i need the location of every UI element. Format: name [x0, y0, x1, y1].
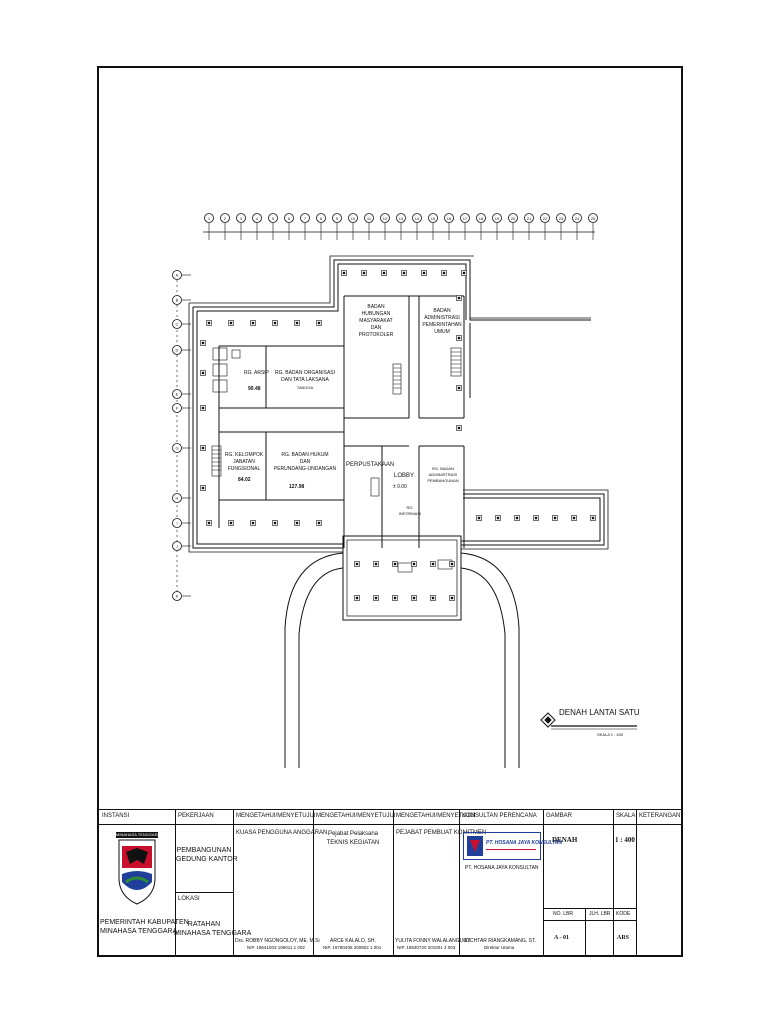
grid-column-label: 17	[462, 216, 468, 221]
room-line: INFORMASI	[398, 511, 422, 516]
structural-column	[412, 596, 417, 601]
structural-column	[229, 321, 234, 326]
room-line: RG. KELOMPOK	[224, 452, 264, 458]
room-line: ADMINISTRASI	[428, 472, 458, 477]
pekerjaan-line: PEMBANGUNAN	[176, 847, 232, 854]
room-kelompok-area: 84.02	[238, 477, 251, 483]
structural-column	[431, 596, 436, 601]
structural-column	[295, 321, 300, 326]
lokasi-value	[174, 920, 252, 938]
room-line: RG. BADAN ORGANISASI	[274, 370, 335, 376]
grid-row-label: I	[176, 520, 178, 526]
structural-column	[422, 271, 427, 276]
grid-column-marker	[349, 214, 358, 241]
grid-row-marker	[173, 519, 192, 528]
consultant-logo-text: PT. HOSANA JAYA KONSULTAN	[486, 840, 563, 846]
grid-column-marker	[205, 214, 214, 241]
signatory-3-nip: NIP. 19830720 201001 2 003	[397, 945, 456, 950]
grid-column-marker	[397, 214, 406, 241]
grid-column-label: 9	[335, 216, 339, 221]
grid-row-markers	[173, 271, 192, 601]
grid-column-marker	[333, 214, 342, 241]
consultant-logo-rule	[486, 849, 536, 850]
header-keterangan: KETERANGAN	[639, 813, 681, 819]
room-arsip: RG. ARSIP	[244, 370, 270, 376]
drawing-sheet	[97, 66, 683, 957]
structural-column	[553, 516, 558, 521]
structural-column	[402, 271, 407, 276]
grid-column-marker	[557, 214, 566, 241]
right-wing	[461, 494, 604, 545]
room-line: RG. BADAN HUKUM	[281, 452, 329, 458]
structural-column	[393, 562, 398, 567]
grid-column-label: 10	[350, 216, 356, 221]
structural-column	[374, 596, 379, 601]
stair-1	[212, 446, 221, 476]
room-line: PEMBANGUNAN	[427, 478, 459, 483]
grid-column-marker	[493, 214, 502, 241]
structural-column	[374, 562, 379, 567]
grid-column-marker	[381, 214, 390, 241]
room-humas-line: HUBUNGAN	[361, 311, 391, 317]
room-line: PEMERINTAHAN	[422, 322, 462, 328]
room-code: TANGGA	[296, 385, 314, 390]
driveway-inner-left	[299, 568, 343, 768]
grid-column-label: 22	[542, 216, 548, 221]
grid-column-label: 3	[239, 216, 243, 221]
grid-column-label: 21	[526, 216, 532, 221]
grid-column-label: 7	[303, 216, 307, 221]
structural-column	[457, 426, 462, 431]
room-line: ADMINISTRASI	[424, 315, 460, 321]
stair-2	[393, 364, 401, 394]
stair-3	[451, 348, 461, 376]
grid-column-label: 4	[255, 216, 259, 221]
grid-row-marker	[173, 592, 192, 601]
grid-row-label: H	[175, 495, 179, 501]
structural-column	[201, 406, 206, 411]
grid-column-marker	[509, 214, 518, 241]
grid-row-marker	[173, 296, 192, 305]
structural-column	[462, 271, 467, 276]
structural-column	[572, 516, 577, 521]
grid-row-label: B	[175, 297, 179, 303]
structural-column	[431, 562, 436, 567]
grid-row-label: F	[175, 405, 179, 411]
logo-emblem-icon	[116, 838, 158, 906]
structural-column	[201, 446, 206, 451]
role-line: Pejabat Pelaksana	[327, 831, 379, 837]
grid-column-label: 20	[510, 216, 516, 221]
no-lbr-value: A - 01	[554, 935, 569, 941]
header-instansi: INSTANSI	[102, 813, 130, 819]
room-line: DAN TATA LAKSANA	[281, 377, 329, 383]
signatory-1-name: Drs. ROBBY NGONGOLOY, ME. M.Si	[235, 938, 320, 944]
signatory-1-nip: NIP. 19641003 199011 1 002	[247, 945, 305, 950]
drawing-scale: SKALA 1 : 400	[597, 732, 624, 737]
grid-row-marker	[173, 271, 192, 280]
kode-value: ARS	[617, 935, 630, 941]
grid-column-label: 1	[207, 216, 211, 221]
structural-column	[317, 521, 322, 526]
room-administrasi-pemerintahan	[412, 308, 472, 336]
consultant-emblem-icon	[465, 834, 485, 858]
grid-column-marker	[365, 214, 374, 241]
grid-row-marker	[173, 320, 192, 329]
structural-column	[450, 562, 455, 567]
pekerjaan-line: GEDUNG KANTOR	[176, 856, 238, 863]
gambar-value: DENAH	[552, 836, 578, 844]
structural-column	[201, 486, 206, 491]
grid-column-marker	[541, 214, 550, 241]
structural-column	[457, 386, 462, 391]
outer-wall-left	[193, 307, 343, 548]
room-humas-line: DAN	[370, 325, 382, 331]
grid-column-marker	[413, 214, 422, 241]
header-mengetahui-3: MENGETAHUI/MENYETUJUI	[396, 813, 476, 819]
grid-column-marker	[221, 214, 230, 241]
role-kuasa-pengguna: KUASA PENGGUNA ANGGARAN	[236, 830, 328, 836]
grid-column-label: 25	[590, 216, 596, 221]
instansi-line: PEMERINTAH KABUPATEN	[100, 919, 189, 926]
divider	[175, 892, 233, 893]
grid-column-label: 24	[574, 216, 580, 221]
structural-column	[273, 521, 278, 526]
room-line: PERUNDANG-UNDANGAN	[273, 466, 337, 472]
structural-column	[355, 596, 360, 601]
grid-column-marker	[445, 214, 454, 241]
structural-column	[201, 371, 206, 376]
signatory-4-title: Direktur Utama	[484, 945, 515, 950]
structural-column	[477, 516, 482, 521]
room-humas-line: MASYARAKAT	[359, 318, 393, 324]
car-1	[398, 563, 412, 572]
role-pejabat-pembuat: PEJABAT PEMBUAT KOMITMEN	[396, 830, 487, 836]
room-organisasi	[269, 370, 341, 391]
grid-row-label: C	[175, 321, 179, 327]
room-humas-line: PROTOKOLER	[358, 332, 394, 338]
grid-column-label: 6	[287, 216, 291, 221]
divider	[585, 908, 586, 956]
grid-column-label: 2	[223, 216, 227, 221]
grid-column-marker	[285, 214, 294, 241]
grid-row-marker	[173, 494, 192, 503]
logo-caption: MINAHASA TENGGARA	[116, 832, 161, 837]
divider	[543, 920, 637, 921]
entrance-canopy	[343, 536, 461, 620]
structural-column	[207, 521, 212, 526]
grid-column-label: 15	[430, 216, 436, 221]
role-pejabat-pelaksana	[313, 830, 393, 848]
room-arsip-area: 90.48	[248, 386, 261, 392]
kode-label: KODE	[616, 911, 631, 917]
room-line: DAN	[299, 459, 311, 465]
structural-column	[442, 271, 447, 276]
room-lobby: LOBBY	[394, 473, 415, 479]
grid-column-markers	[205, 214, 598, 241]
grid-column-label: 14	[414, 216, 420, 221]
structural-column	[229, 521, 234, 526]
grid-column-label: 13	[398, 216, 404, 221]
header-gambar: GAMBAR	[546, 813, 573, 819]
grid-row-label: G	[175, 445, 179, 451]
grid-column-marker	[477, 214, 486, 241]
driveway-inner-right	[461, 568, 505, 768]
grid-column-label: 11	[366, 216, 372, 221]
room-informasi	[395, 505, 425, 517]
grid-column-marker	[317, 214, 326, 241]
header-konsultan: KONSULTAN PERENCANA	[462, 813, 537, 819]
signatory-3-name: YULITA FONNY WALALANGI, ST.	[395, 938, 472, 944]
grid-column-marker	[301, 214, 310, 241]
grid-row-label: D	[175, 347, 179, 353]
structural-column	[393, 596, 398, 601]
lokasi-label: LOKASI	[178, 896, 200, 902]
room-line: FUNGSIONAL	[227, 466, 261, 472]
grid-row-label: E	[175, 391, 179, 397]
divider	[393, 810, 394, 956]
grid-column-label: 5	[271, 216, 275, 221]
structural-column	[362, 271, 367, 276]
no-lbr-label: NO. LBR	[553, 911, 574, 917]
pekerjaan-value	[176, 846, 238, 864]
signatory-4-name: MOCHTAR RIANGKAMANG, ST.	[462, 938, 536, 944]
grid-row-label: A	[175, 272, 179, 278]
instansi-name	[100, 918, 189, 936]
structural-column	[457, 296, 462, 301]
room-line: UMUM	[434, 329, 450, 335]
grid-row-marker	[173, 444, 192, 453]
divider	[543, 810, 544, 956]
role-line: TEKNIS KEGIATAN	[326, 840, 380, 846]
room-hukum	[269, 452, 341, 473]
divider	[543, 908, 637, 909]
header-mengetahui-2: MENGETAHUI/MENYETUJUI	[316, 813, 396, 819]
structural-column	[317, 321, 322, 326]
structural-column	[295, 521, 300, 526]
lokasi-line: RATAHAN	[187, 921, 221, 928]
grid-row-marker	[173, 404, 192, 413]
grid-column-label: 16	[446, 216, 452, 221]
jlh-lbr-label: JLH. LBR	[589, 911, 611, 917]
structural-column	[207, 321, 212, 326]
structural-column	[355, 562, 360, 567]
structural-column	[273, 321, 278, 326]
structural-column	[534, 516, 539, 521]
structural-column	[342, 271, 347, 276]
structural-column	[382, 271, 387, 276]
grid-column-marker	[589, 214, 598, 241]
structural-column	[412, 562, 417, 567]
consultant-logo	[463, 832, 563, 860]
consultant-name: PT. HOSANA JAYA KONSULTAN	[465, 865, 539, 871]
grid-column-label: 19	[494, 216, 500, 221]
grid-row-marker	[173, 390, 192, 399]
grid-column-marker	[237, 214, 246, 241]
grid-column-marker	[269, 214, 278, 241]
header-skala: SKALA	[616, 813, 636, 819]
grid-column-marker	[429, 214, 438, 241]
signatory-2-nip: NIP. 19780405 200802 1 001	[323, 945, 382, 950]
grid-column-marker	[253, 214, 262, 241]
grid-row-marker	[173, 542, 192, 551]
room-humas-line: BADAN	[367, 304, 385, 310]
grid-column-label: 8	[319, 216, 323, 221]
structural-column	[496, 516, 501, 521]
grid-row-marker	[173, 346, 192, 355]
room-line: BADAN	[433, 308, 451, 314]
grid-column-marker	[461, 214, 470, 241]
signatory-2-name: ARCE KALALO, SH.	[330, 938, 376, 944]
structural-column	[457, 336, 462, 341]
room-kelompok	[223, 452, 265, 473]
grid-column-label: 12	[382, 216, 388, 221]
structural-column	[201, 341, 206, 346]
room-line: RG. BADAN	[431, 466, 454, 471]
drawing-title: DENAH LANTAI SATU	[559, 708, 640, 717]
header-mengetahui-1: MENGETAHUI/MENYETUJUI	[236, 813, 316, 819]
toilet-block	[213, 348, 240, 392]
structural-column	[450, 596, 455, 601]
divider	[613, 810, 614, 956]
grid-row-label: J	[176, 543, 178, 549]
lift	[371, 478, 379, 496]
room-line: JABATAN	[233, 459, 255, 465]
grid-row-label: K	[175, 593, 179, 599]
room-administrasi-pembangunan	[423, 466, 463, 484]
divider	[99, 824, 681, 825]
grid-column-label: 23	[558, 216, 564, 221]
structural-column	[251, 521, 256, 526]
grid-column-marker	[525, 214, 534, 241]
grid-column-label: 18	[478, 216, 484, 221]
room-hukum-area: 127.98	[289, 484, 305, 490]
skala-value: 1 : 400	[615, 836, 635, 844]
lokasi-line: MINAHASA TENGGARA	[174, 930, 252, 937]
floor-plan	[99, 68, 681, 808]
room-lobby-level: ± 0.00	[393, 484, 407, 490]
grid-column-marker	[573, 214, 582, 241]
structural-column	[251, 321, 256, 326]
room-line: RG.	[406, 505, 414, 510]
structural-column	[515, 516, 520, 521]
divider	[636, 810, 637, 956]
regency-logo	[116, 832, 161, 906]
room-perpustakaan: PERPUSTAKAAN	[346, 462, 395, 468]
title-block	[99, 809, 681, 956]
room-humas	[345, 304, 407, 339]
header-pekerjaan: PEKERJAAN	[178, 813, 214, 819]
structural-column	[591, 516, 596, 521]
instansi-line: MINAHASA TENGGARA	[100, 928, 178, 935]
